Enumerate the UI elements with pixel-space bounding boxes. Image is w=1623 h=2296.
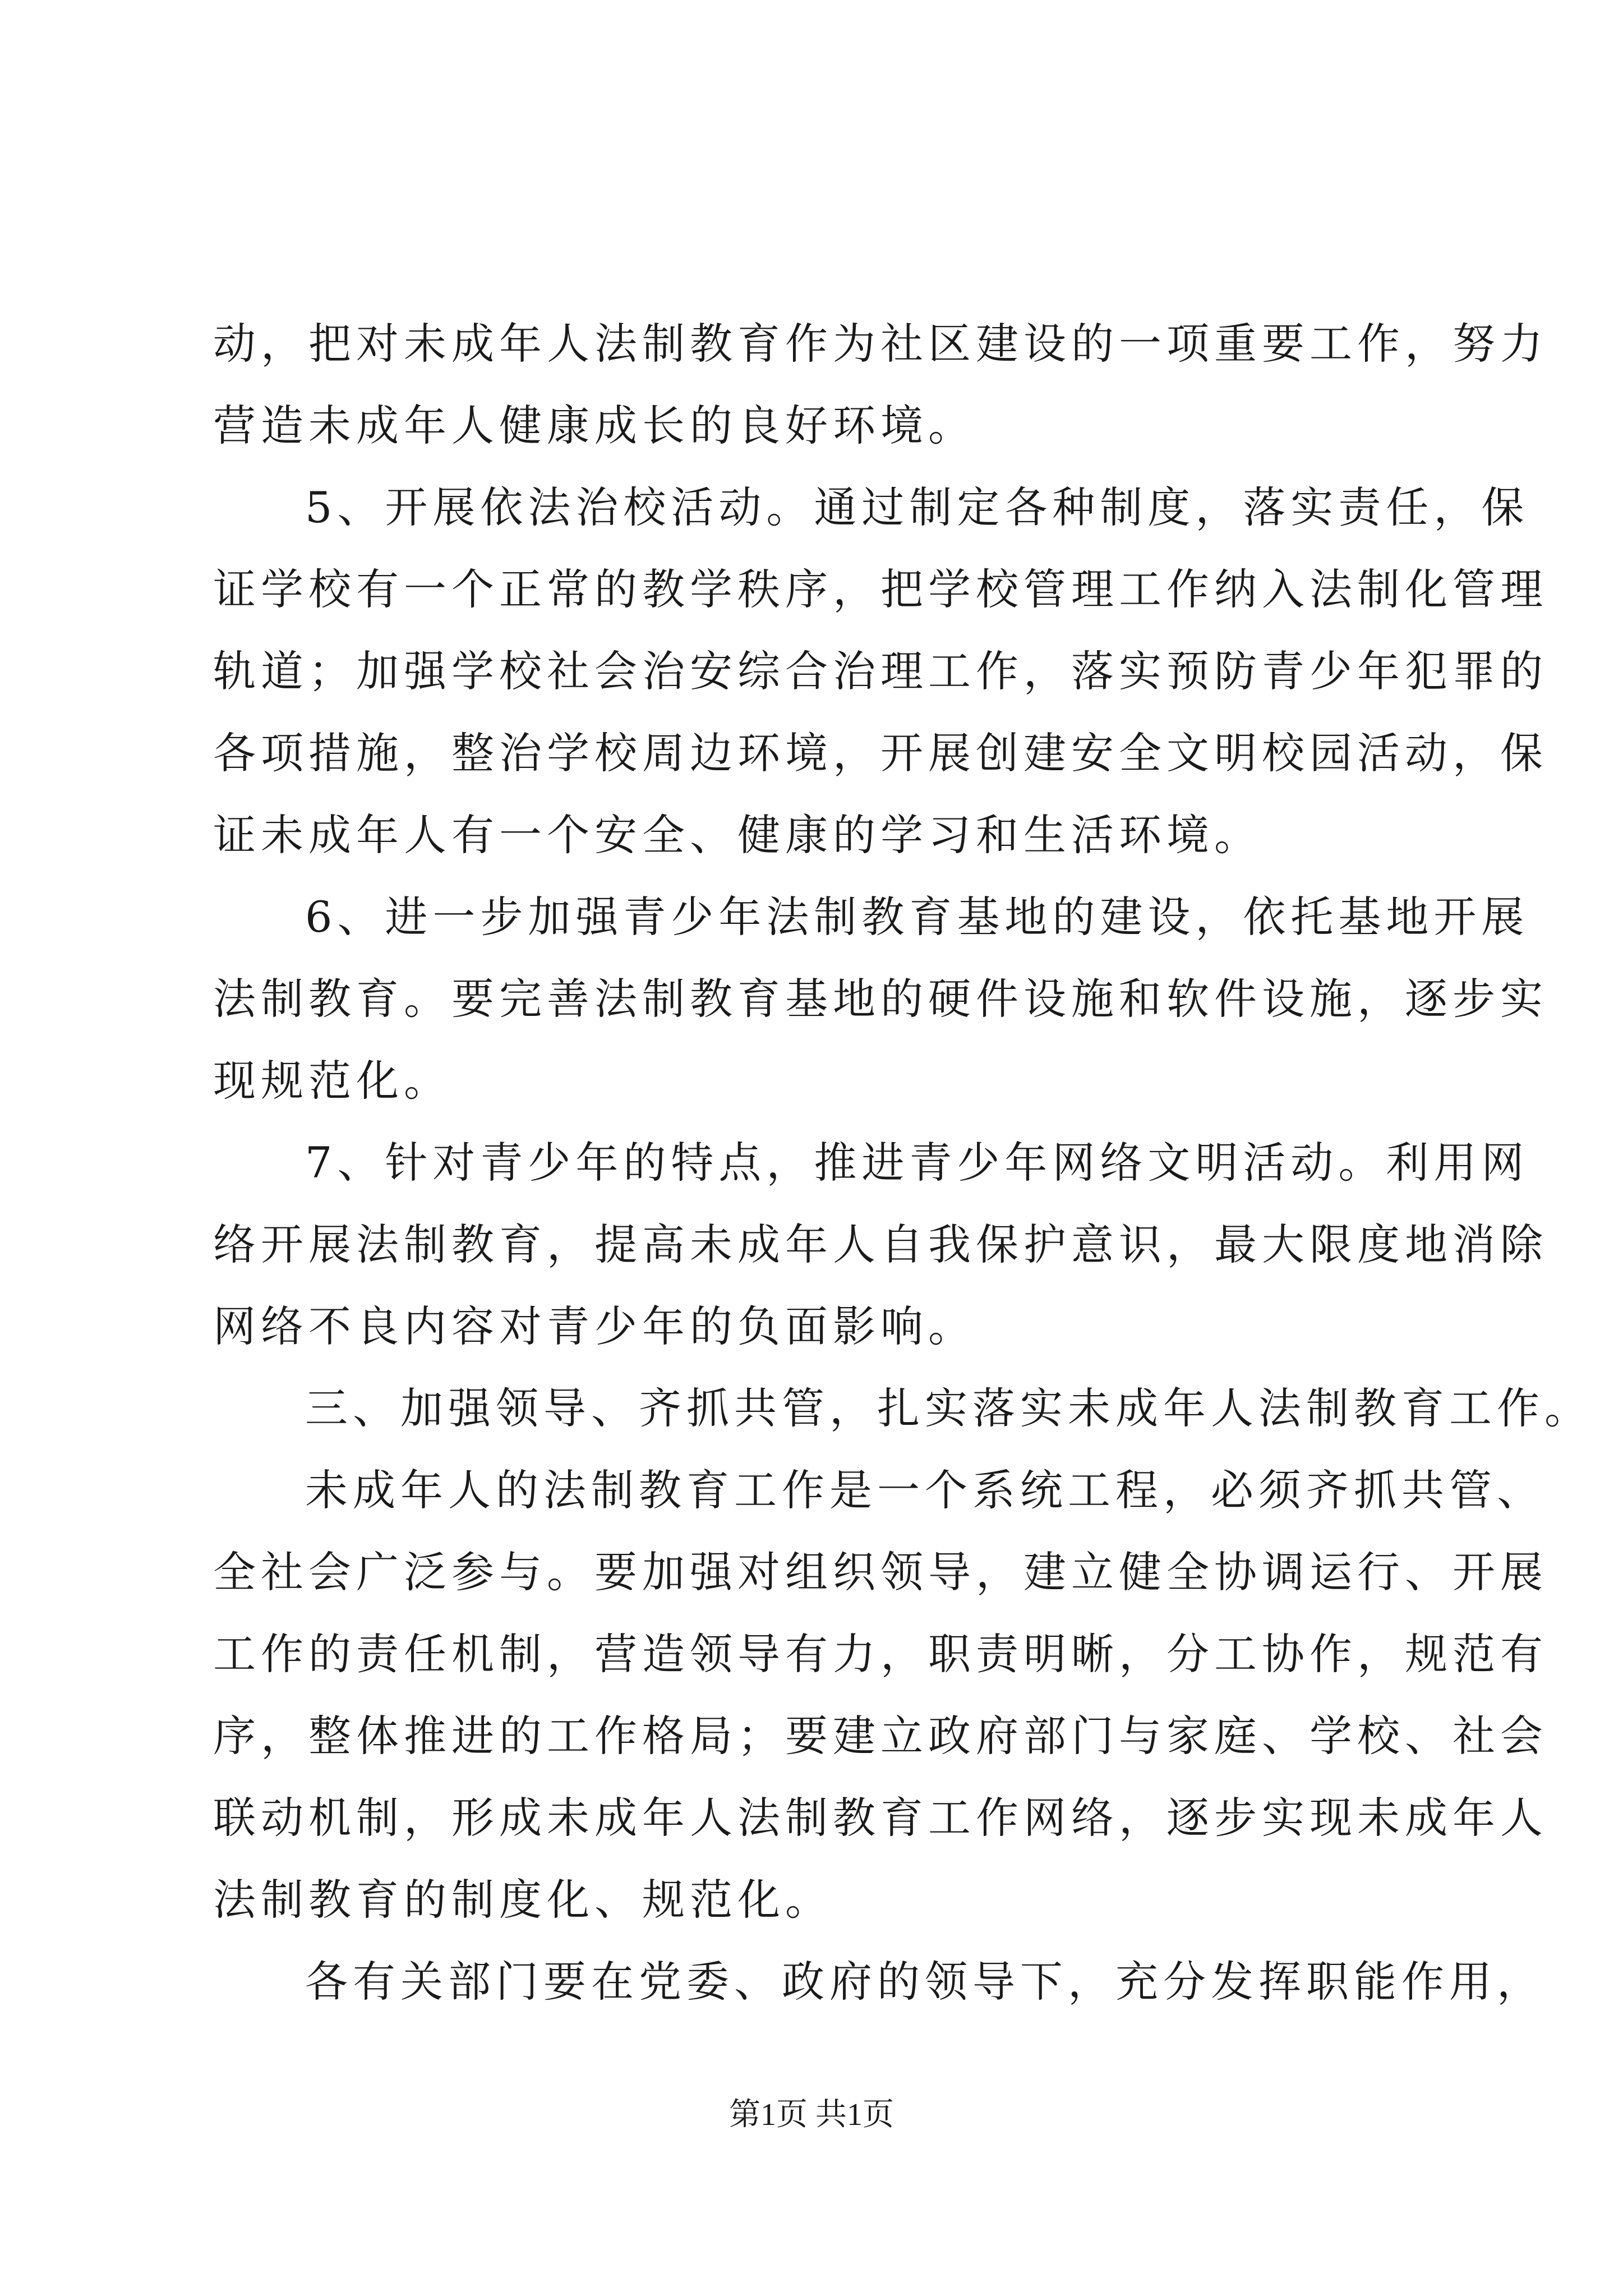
page-number-footer: 第1页 共1页 xyxy=(729,2097,894,2132)
paragraph-departments xyxy=(213,1941,1544,2023)
paragraph-item-7 xyxy=(213,1122,1548,1368)
text-line: 未成年人的法制教育工作是一个系统工程，必须齐抓共管、 xyxy=(305,1465,1544,1515)
text-line: 轨道；加强学校社会治安综合治理工作，落实预防青少年犯罪的 xyxy=(213,646,1548,696)
text-line: 工作的责任机制，营造领导有力，职责明晰，分工协作，规范有 xyxy=(213,1629,1548,1679)
section-heading-3 xyxy=(213,1368,1592,1450)
section-heading-line: 三、加强领导、齐抓共管，扎实落实未成年人法制教育工作。 xyxy=(305,1383,1592,1433)
document-body xyxy=(213,303,1592,2023)
text-line: 7、针对青少年的特点，推进青少年网络文明活动。利用网 xyxy=(305,1138,1529,1188)
paragraph-continuation xyxy=(213,303,1548,467)
text-line: 全社会广泛参与。要加强对组织领导，建立健全协调运行、开展 xyxy=(213,1547,1548,1597)
text-line: 证未成年人有一个安全、健康的学习和生活环境。 xyxy=(213,810,1262,860)
text-line: 各项措施，整治学校周边环境，开展创建安全文明校园活动，保 xyxy=(213,728,1548,778)
text-line: 法制教育。要完善法制教育基地的硬件设施和软件设施，逐步实 xyxy=(213,974,1548,1024)
text-line: 网络不良内容对青少年的负面影响。 xyxy=(213,1301,976,1351)
text-line: 证学校有一个正常的教学秩序，把学校管理工作纳入法制化管理 xyxy=(213,564,1548,614)
text-line: 营造未成年人健康成长的良好环境。 xyxy=(213,401,976,450)
text-line: 现规范化。 xyxy=(213,1056,451,1106)
text-line: 动，把对未成年人法制教育作为社区建设的一项重要工作，努力 xyxy=(213,319,1548,369)
paragraph-item-6 xyxy=(213,876,1548,1122)
paragraph-system-engineering xyxy=(213,1450,1548,1941)
text-line: 各有关部门要在党委、政府的领导下，充分发挥职能作用， xyxy=(305,1957,1544,2007)
text-line: 序，整体推进的工作格局；要建立政府部门与家庭、学校、社会 xyxy=(213,1711,1548,1761)
text-line: 6、进一步加强青少年法制教育基地的建设，依托基地开展 xyxy=(305,892,1529,942)
paragraph-item-5 xyxy=(213,467,1548,876)
text-line: 联动机制，形成未成年人法制教育工作网络，逐步实现未成年人 xyxy=(213,1793,1548,1843)
text-line: 5、开展依法治校活动。通过制定各种制度，落实责任，保 xyxy=(305,482,1529,532)
text-line: 法制教育的制度化、规范化。 xyxy=(213,1875,833,1925)
text-line: 络开展法制教育，提高未成年人自我保护意识，最大限度地消除 xyxy=(213,1220,1548,1269)
